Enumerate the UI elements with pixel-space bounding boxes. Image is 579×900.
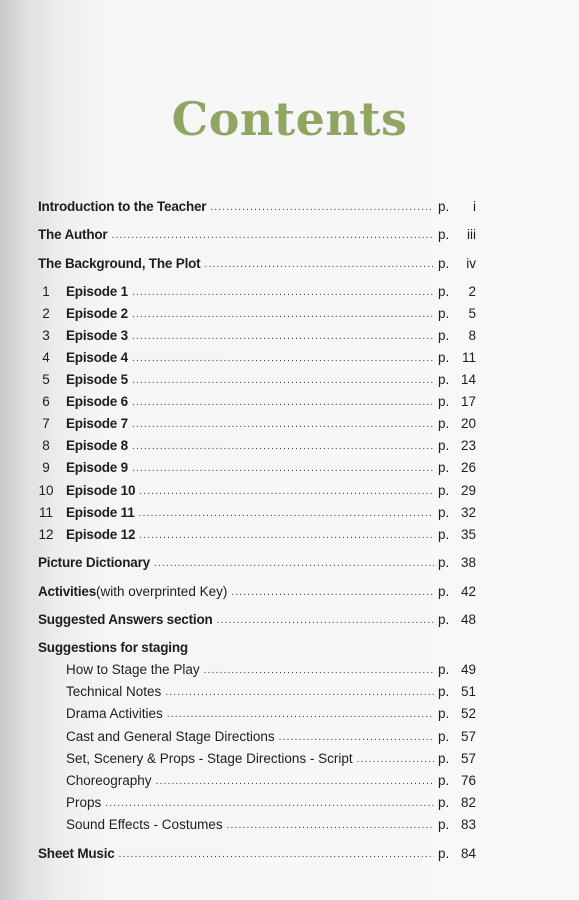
page-prefix: p. xyxy=(438,394,450,409)
page-prefix: p. xyxy=(438,505,450,520)
dot-leader xyxy=(139,485,434,499)
toc-entry-title: Episode 12 xyxy=(66,527,136,542)
page-number: 26 xyxy=(460,460,476,475)
page-ref xyxy=(438,505,478,521)
page-prefix: p. xyxy=(438,773,450,788)
page-prefix: p. xyxy=(438,256,450,271)
toc-entry-title: Set, Scenery & Props - Stage Directions - Script xyxy=(66,751,353,766)
page-number: 82 xyxy=(460,795,476,810)
page-prefix: p. xyxy=(438,817,450,832)
page-prefix: p. xyxy=(438,555,450,570)
toc-entry xyxy=(38,844,478,862)
page-prefix: p. xyxy=(438,438,450,453)
page-ref xyxy=(438,729,478,745)
page-prefix: p. xyxy=(438,584,450,599)
page-prefix: p. xyxy=(438,328,450,343)
toc-entry-title: Episode 5 xyxy=(66,372,128,387)
toc-entry-title: How to Stage the Play xyxy=(66,662,200,677)
toc-entry-title: Episode 1 xyxy=(66,284,128,299)
episode-number: 11 xyxy=(38,505,53,520)
toc-entry-title: Technical Notes xyxy=(66,684,162,699)
page-prefix: p. xyxy=(438,350,450,365)
toc-entry-title: Drama Activities xyxy=(66,706,163,721)
toc-entry-title: Cast and General Stage Directions xyxy=(66,729,275,744)
toc-entry xyxy=(66,815,478,833)
page-number: 57 xyxy=(460,729,476,744)
dot-leader xyxy=(167,708,434,722)
toc-entry xyxy=(42,282,478,300)
toc-entry xyxy=(42,370,478,388)
page-number: iii xyxy=(467,227,476,242)
page-number: 49 xyxy=(460,662,476,677)
toc-entry-note: (with overprinted Key) xyxy=(96,584,228,599)
dot-leader xyxy=(210,201,434,215)
dot-leader xyxy=(227,819,434,833)
dot-leader xyxy=(132,462,434,476)
dot-leader xyxy=(119,848,434,862)
page-number: 32 xyxy=(460,505,476,520)
page-ref xyxy=(438,328,478,344)
dot-leader xyxy=(132,396,434,410)
page-prefix: p. xyxy=(438,227,450,242)
page-ref xyxy=(438,846,478,862)
episode-number: 12 xyxy=(38,527,54,542)
page-ref xyxy=(438,555,478,571)
episode-number: 8 xyxy=(42,438,50,453)
dot-leader xyxy=(132,440,434,454)
toc-entry xyxy=(38,525,478,543)
page-number: 84 xyxy=(460,846,476,861)
page-ref xyxy=(438,256,478,272)
page-ref xyxy=(438,527,478,543)
page-number: 14 xyxy=(460,372,476,387)
page-ref xyxy=(438,227,478,243)
page-number: iv xyxy=(466,256,476,271)
page-number: 51 xyxy=(460,684,476,699)
dot-leader xyxy=(132,374,434,388)
page-number: 38 xyxy=(460,555,476,570)
toc-entry xyxy=(38,197,478,215)
toc-entry-title: The Background, The Plot xyxy=(38,256,201,271)
toc-entry xyxy=(66,704,478,722)
page-number: i xyxy=(473,199,476,214)
page-ref xyxy=(438,612,478,628)
toc-entry xyxy=(66,793,478,811)
toc-entry xyxy=(42,458,478,476)
page-ref xyxy=(438,483,478,499)
page-prefix: p. xyxy=(438,662,450,677)
toc-entry-title: Episode 2 xyxy=(66,306,128,321)
toc-entry-title: Episode 3 xyxy=(66,328,128,343)
page-number: 17 xyxy=(460,394,476,409)
toc-entry xyxy=(66,682,478,700)
toc-entry-title: Introduction to the Teacher xyxy=(38,199,207,214)
page-title: Contents xyxy=(171,92,408,146)
page-ref xyxy=(438,416,478,432)
page-ref xyxy=(438,773,478,789)
page-ref xyxy=(438,350,478,366)
page-prefix: p. xyxy=(438,684,450,699)
page-ref xyxy=(438,662,478,678)
toc-entry xyxy=(38,610,478,628)
dot-leader xyxy=(165,686,434,700)
dot-leader xyxy=(132,330,434,344)
page-number: 52 xyxy=(460,706,476,721)
toc-entry xyxy=(42,304,478,322)
toc-entry xyxy=(42,326,478,344)
page-ref xyxy=(438,438,478,454)
page-prefix: p. xyxy=(438,199,450,214)
page-number: 57 xyxy=(460,751,476,766)
page-number: 20 xyxy=(460,416,476,431)
toc-entry-title: Episode 4 xyxy=(66,350,128,365)
page-prefix: p. xyxy=(438,284,450,299)
page-ref xyxy=(438,795,478,811)
page-prefix: p. xyxy=(438,527,450,542)
episode-number: 6 xyxy=(42,394,50,409)
page-number: 5 xyxy=(468,306,476,321)
toc-entry-title: Suggestions for staging xyxy=(38,640,188,655)
page-ref xyxy=(438,817,478,833)
dot-leader xyxy=(112,229,435,243)
toc-entry-title: Choreography xyxy=(66,773,152,788)
dot-leader xyxy=(139,507,434,521)
toc-entry xyxy=(42,414,478,432)
episode-number: 5 xyxy=(42,372,50,387)
page-prefix: p. xyxy=(438,729,450,744)
toc-entry-title: Suggested Answers section xyxy=(38,612,213,627)
page-ref xyxy=(438,394,478,410)
page-ref xyxy=(438,684,478,700)
dot-leader xyxy=(105,797,434,811)
toc-entry-title: Sheet Music xyxy=(38,846,115,861)
toc-entry xyxy=(42,436,478,454)
episode-number: 7 xyxy=(42,416,50,431)
page-number: 42 xyxy=(460,584,476,599)
page-ref xyxy=(438,460,478,476)
dot-leader xyxy=(139,529,434,543)
toc-entry-title: Activities xyxy=(38,584,97,599)
dot-leader xyxy=(154,557,434,571)
toc-entry-title: Episode 7 xyxy=(66,416,128,431)
dot-leader xyxy=(357,753,434,767)
page-prefix: p. xyxy=(438,846,450,861)
toc-entry-title: Picture Dictionary xyxy=(38,555,150,570)
toc-entry-title: Props xyxy=(66,795,102,810)
dot-leader xyxy=(132,286,434,300)
episode-number: 1 xyxy=(42,284,50,299)
toc-entry xyxy=(38,481,478,499)
page-number: 11 xyxy=(461,350,476,365)
toc-entry xyxy=(42,392,478,410)
page-ref xyxy=(438,199,478,215)
toc-entry-title: Episode 6 xyxy=(66,394,128,409)
dot-leader xyxy=(231,586,434,600)
dot-leader xyxy=(156,775,434,789)
page-number: 35 xyxy=(460,527,476,542)
page-prefix: p. xyxy=(438,306,450,321)
page-number: 29 xyxy=(460,483,476,498)
page-prefix: p. xyxy=(438,612,450,627)
page-ref xyxy=(438,751,478,767)
episode-number: 3 xyxy=(42,328,50,343)
page-prefix: p. xyxy=(438,460,450,475)
dot-leader xyxy=(217,614,434,628)
dot-leader xyxy=(279,731,434,745)
toc-entry xyxy=(66,771,478,789)
episode-number: 2 xyxy=(42,306,50,321)
dot-leader xyxy=(132,418,434,432)
toc-entry xyxy=(42,348,478,366)
toc-entry-title: Episode 8 xyxy=(66,438,128,453)
page-ref xyxy=(438,706,478,722)
toc-entry xyxy=(38,254,478,272)
toc-entry xyxy=(66,660,478,678)
page-number: 23 xyxy=(460,438,476,453)
page-ref xyxy=(438,284,478,300)
dot-leader xyxy=(204,664,434,678)
toc-entry xyxy=(38,503,478,521)
page-ref xyxy=(438,584,478,600)
toc-entry xyxy=(38,638,478,656)
page-ref xyxy=(438,306,478,322)
toc-entry-title: Episode 10 xyxy=(66,483,136,498)
page-prefix: p. xyxy=(438,416,450,431)
page-number: 76 xyxy=(460,773,476,788)
episode-number: 9 xyxy=(42,460,50,475)
toc-entry-title: Episode 9 xyxy=(66,460,128,475)
toc-entry-title: Sound Effects - Costumes xyxy=(66,817,223,832)
episode-number: 4 xyxy=(42,350,50,365)
toc-entry-title: Episode 11 xyxy=(66,505,135,520)
page-prefix: p. xyxy=(438,751,450,766)
page-number: 48 xyxy=(460,612,476,627)
toc-entry xyxy=(38,225,478,243)
dot-leader xyxy=(204,258,434,272)
dot-leader xyxy=(132,352,434,366)
page-number: 2 xyxy=(468,284,476,299)
page-ref xyxy=(438,372,478,388)
page-prefix: p. xyxy=(438,372,450,387)
episode-number: 10 xyxy=(38,483,54,498)
page-prefix: p. xyxy=(438,706,450,721)
toc-entry xyxy=(66,727,478,745)
toc-entry xyxy=(38,582,478,600)
page-number: 83 xyxy=(460,817,476,832)
toc-entry xyxy=(38,553,478,571)
page-number: 8 xyxy=(468,328,476,343)
dot-leader xyxy=(132,308,434,322)
toc-entry xyxy=(66,749,478,767)
page-prefix: p. xyxy=(438,483,450,498)
toc-entry-title: The Author xyxy=(38,227,108,242)
page-prefix: p. xyxy=(438,795,450,810)
